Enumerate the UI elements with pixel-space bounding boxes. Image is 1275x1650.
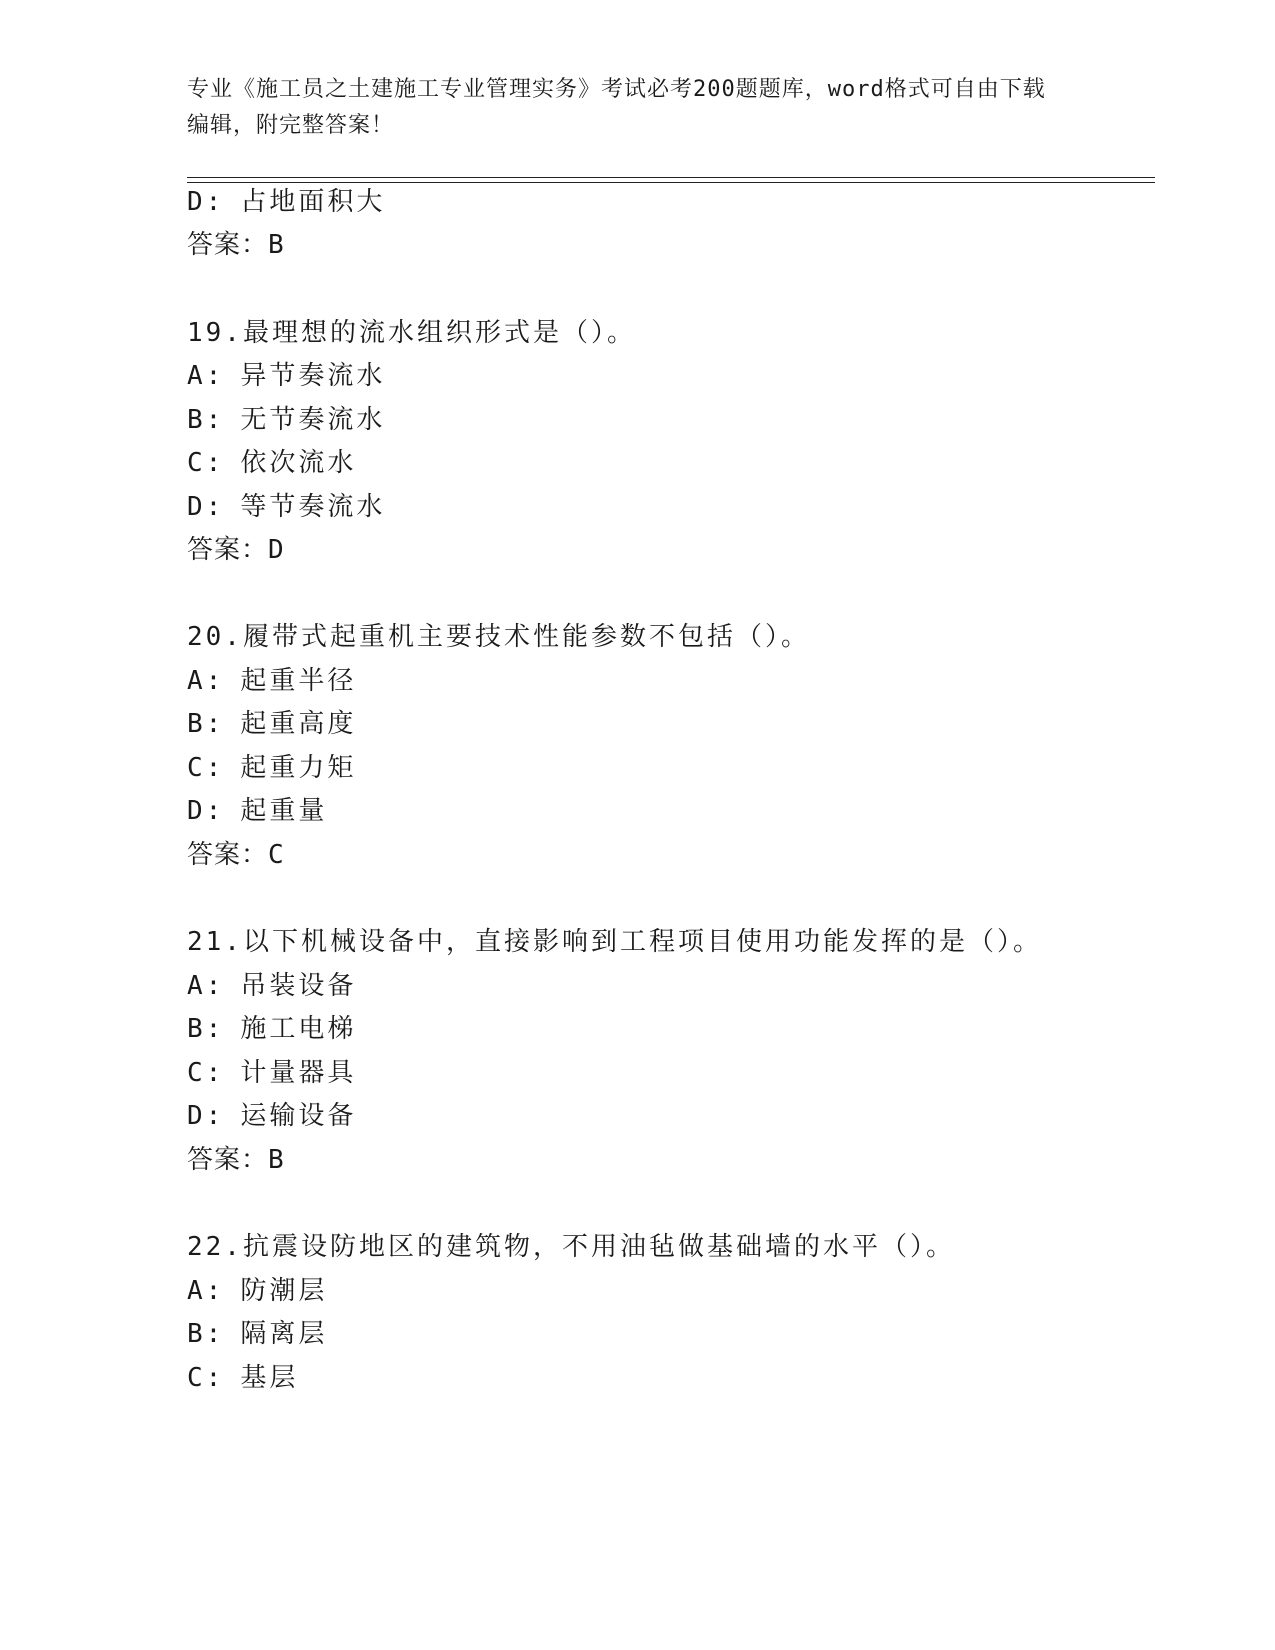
- answer-line: 答案：C: [187, 840, 285, 870]
- option-key: A:: [187, 1276, 225, 1306]
- option-key: B:: [187, 1319, 225, 1349]
- option-text: 起重半径: [240, 666, 357, 696]
- option-line: [187, 360, 385, 392]
- option-key: D:: [187, 1101, 225, 1131]
- option-text: 计量器具: [240, 1058, 357, 1088]
- option-line: [187, 1057, 356, 1089]
- option-line: [187, 665, 356, 697]
- option-text: 运输设备: [240, 1101, 357, 1131]
- option-line: [187, 1013, 356, 1045]
- option-key: B:: [187, 405, 225, 435]
- option-text: 吊装设备: [240, 971, 357, 1001]
- option-line: [187, 1100, 356, 1132]
- option-line: [187, 795, 327, 827]
- option-text: 占地面积大: [240, 187, 386, 217]
- option-key: C:: [187, 1363, 225, 1393]
- option-line: [187, 447, 356, 479]
- option-key: A:: [187, 971, 225, 1001]
- option-text: 等节奏流水: [240, 492, 386, 522]
- answer-line: 答案：B: [187, 230, 285, 260]
- option-text: 起重高度: [240, 709, 357, 739]
- header-divider-bottom: [187, 182, 1155, 183]
- option-line: [187, 1275, 327, 1307]
- option-text: 基层: [240, 1363, 299, 1393]
- option-key: B:: [187, 709, 225, 739]
- option-text: 防潮层: [240, 1276, 328, 1306]
- option-text: 隔离层: [240, 1319, 328, 1349]
- question-line: 21.以下机械设备中，直接影响到工程项目使用功能发挥的是（）。: [187, 927, 1042, 957]
- option-key: D:: [187, 796, 225, 826]
- option-line: [187, 708, 356, 740]
- question-line: 19.最理想的流水组织形式是（）。: [187, 318, 636, 348]
- option-key: B:: [187, 1014, 225, 1044]
- option-key: D:: [187, 492, 225, 522]
- option-key: A:: [187, 361, 225, 391]
- option-text: 施工电梯: [240, 1014, 357, 1044]
- option-line: [187, 186, 385, 218]
- option-text: 无节奏流水: [240, 405, 386, 435]
- option-key: C:: [187, 753, 225, 783]
- option-line: [187, 491, 385, 523]
- option-text: 起重量: [240, 796, 328, 826]
- option-key: C:: [187, 448, 225, 478]
- option-line: [187, 752, 356, 784]
- option-key: D:: [187, 187, 225, 217]
- answer-line: 答案：D: [187, 535, 285, 565]
- option-key: A:: [187, 666, 225, 696]
- document-header: 专业《施工员之土建施工专业管理实务》考试必考200题题库，word格式可自由下载编辑，附完整答案！: [187, 77, 1046, 138]
- question-line: 20.履带式起重机主要技术性能参数不包括（）。: [187, 622, 810, 652]
- option-text: 异节奏流水: [240, 361, 386, 391]
- option-text: 依次流水: [240, 448, 357, 478]
- option-line: [187, 970, 356, 1002]
- question-line: 22.抗震设防地区的建筑物，不用油毡做基础墙的水平（）。: [187, 1232, 955, 1262]
- option-line: [187, 404, 385, 436]
- option-text: 起重力矩: [240, 753, 357, 783]
- option-line: [187, 1318, 327, 1350]
- option-key: C:: [187, 1058, 225, 1088]
- answer-line: 答案：B: [187, 1145, 285, 1175]
- header-divider-top: [187, 177, 1155, 178]
- option-line: [187, 1362, 298, 1394]
